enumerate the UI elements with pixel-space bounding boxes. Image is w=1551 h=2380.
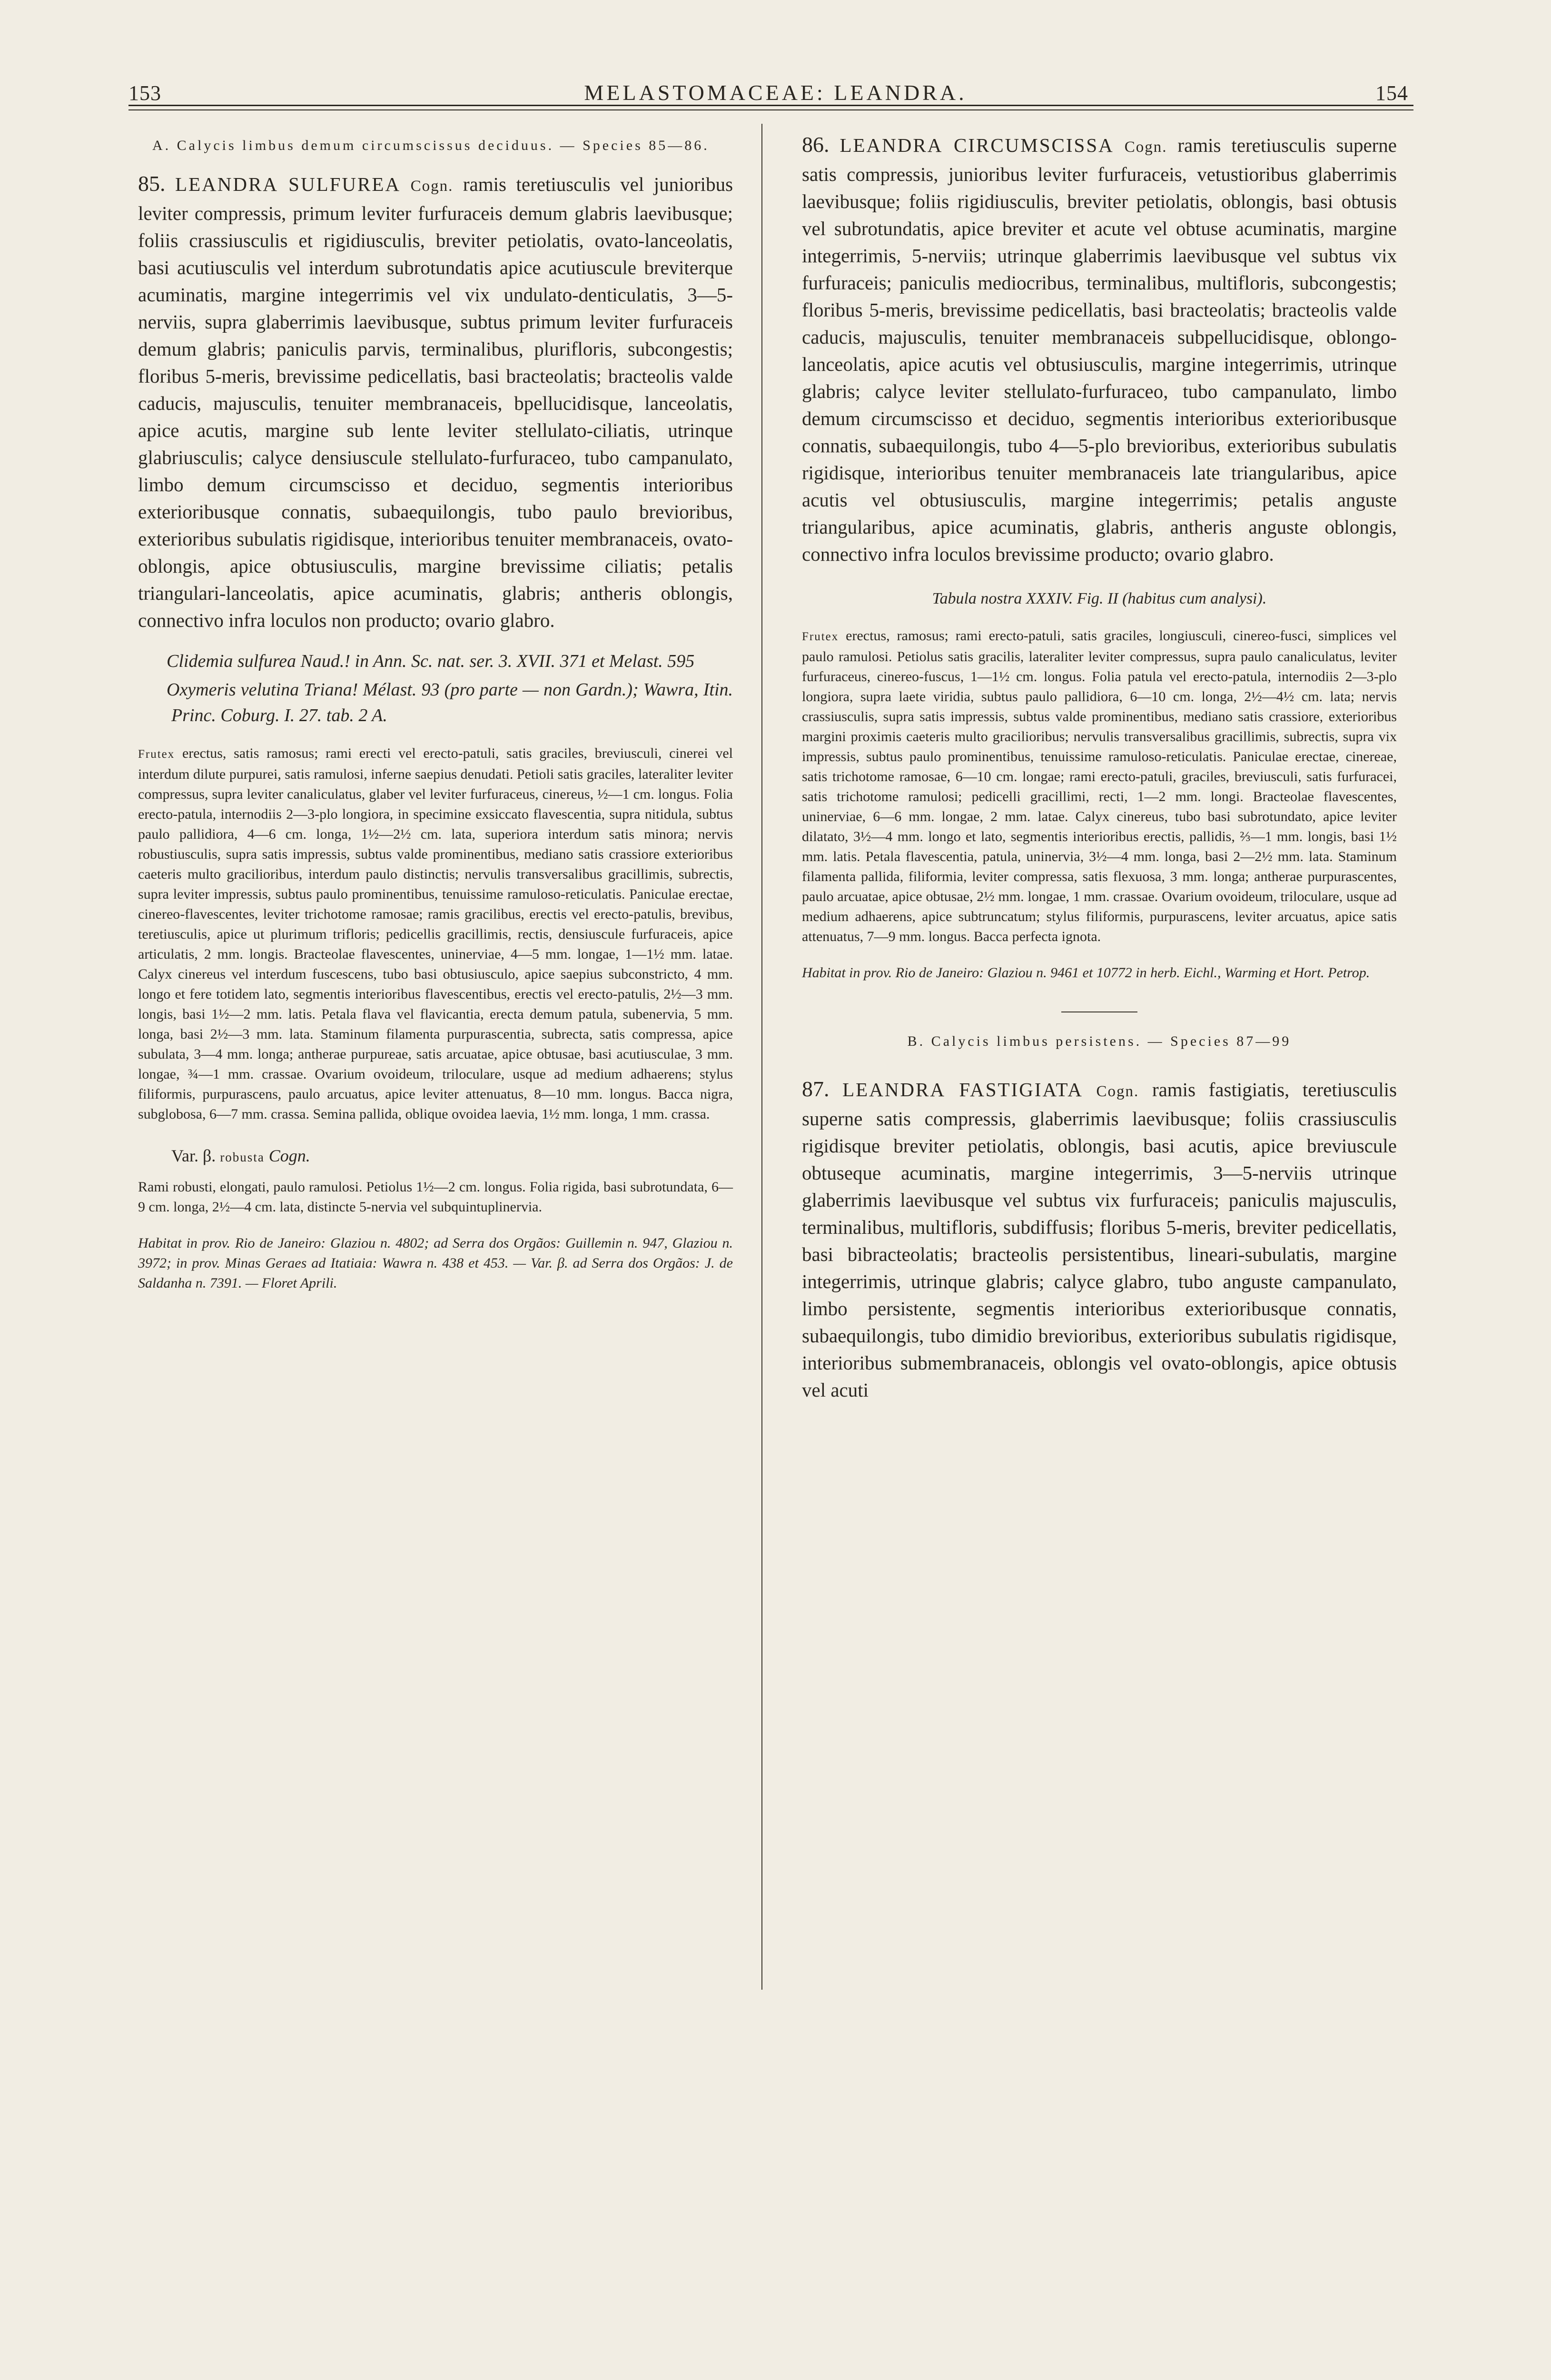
diagnosis-text: ramis teretiusculis superne satis compressis, junioribus leviter furfuraceis, vetustioribus glaberrimis laevibusque; foliis rigidiusculis, breviter petiolatis, oblongis, basi obtusis vel subrotundatis, apice breviter et acute vel obtuse acuminatis, margine integerrimis, 5-nerviis; utrinque glaberrimis laevibusque vel subtus vix furfuraceis; paniculis mediocribus, terminalibus, multifloris, subcongestis; floribus 5-meris, brevissime pedicellatis, basi bracteolatis; bracteolis valde caducis, majusculis, tenuiter membranaceis subpellucidisque, oblongo-lanceolatis, apice acutis vel obtusiusculis, margine integerrimis, utrinque glabris; calyce leviter stellulato-furfuraceo, tubo campanulato, limbo demum circumscisso et deciduo, segmentis interioribus exterioribusque connatis, subaequilongis, tubo 4—5-plo brevioribus, exterioribus subulatis rigidisque, interioribus tenuiter membranaceis late triangularibus, apice acutis vel obtusiusculis, margine integerrimis; petalis anguste triangularibus, apice acuminatis, glabris, antheris anguste oblongis, connectivo infra loculos brevissime producto; ovario glabro. <box>802 134 1397 565</box>
species-87-diagnosis <box>802 1075 1397 1404</box>
species-86-habitat: Habitat in prov. Rio de Janeiro: Glaziou n. 9461 et 10772 in herb. Eichl., Warming et Hort. Petrop. <box>802 965 1370 981</box>
section-heading-b: B. Calycis limbus persistens. — Species 87—99 <box>907 1033 1292 1049</box>
description-label: Frutex <box>138 748 175 761</box>
species-number: 87. <box>802 1077 830 1101</box>
species-85-diagnosis <box>138 170 733 634</box>
species-name: LEANDRA CIRCUMSCISSA <box>840 134 1114 156</box>
page-header <box>0 71 1551 114</box>
diagnosis-text: ramis teretiusculis vel junioribus leviter compressis, primum leviter furfuraceis demum glabris laevibusque; foliis crassiusculis et rigidiusculis, breviter petiolatis, ovato-lanceolatis, basi acutiusculis vel interdum subrotundatis apice acutiuscule breviterque acuminatis, margine integerrimis vel vix undulato-denticulatis, 3—5-nerviis, supra glaberrimis laevibusque, subtus primum leviter furfuraceis demum glabris; paniculis parvis, terminalibus, plurifloris, subcongestis; floribus 5-meris, brevissime pedicellatis, basi bracteolatis; bracteolis valde caducis, majusculis, tenuiter membranaceis, bpellucidisque, lanceolatis, apice acutis, margine sub lente leviter stellulato-ciliatis, utrinque glabriusculis; calyce densiuscule stellulato-furfuraceo, tubo campanulato, limbo demum circumscisso et deciduo, segmentis interioribus exterioribusque connatis, subaequilongis, tubo paulo brevioribus, exterioribus subulatis rigidisque, interioribus tenuiter membranaceis, ovato-oblongis, apice obtusiusculis, margine brevissime ciliatis; petalis triangulari-lanceolatis, apice acuminatis, glabris; antheris oblongis, connectivo infra loculos non producto; ovario glabro. <box>138 173 733 631</box>
section-heading-a: A. Calycis limbus demum circumscissus deciduus. — Species 85—86. <box>152 138 710 153</box>
variety-label: Var. β. <box>171 1146 216 1165</box>
description-text: erectus, ramosus; rami erecto-patuli, satis graciles, longiusculi, cinereo-fusci, simplices vel paulo ramulosi. Petiolus satis gracilis, lateraliter leviter compressus, supra paulo canaliculatus, leviter furfuraceus, cinereo-fuscus, 1—1½ cm. longus. Folia patula vel erecto-patula, internodiis 2—3-plo longiora, supra laete viridia, subtus paulo pallidiora, 6—10 cm. longa, 2½—4½ cm. lata; nervis crassiusculis, supra satis impressis, subtus valde prominentibus, mediano satis crassiore, exterioribus margini proximis caeteris multo gracilioribus; nervulis transversalibus gracillimis, subrectis, supra vix impressis, subtus paulo prominentibus, tenuissime ramuloso-reticulatis. Paniculae erectae, cinereae, satis trichotome ramosae, 6—10 cm. longae; rami erecto-patuli, graciles, breviusculi, satis furfuracei, satis trichotome ramulosi; pedicelli gracillimi, recti, 1—2 mm. longi. Bracteolae flavescentes, uninerviae, 6—6 mm. longae, 2 mm. latae. Calyx cinereus, tubo basi subrotundato, apice leviter dilatato, 3½—4 mm. longo et lato, segmentis interioribus erectis, pallidis, ⅔—1 mm. longis, basi 1½ mm. latis. Petala flavescentia, patula, uninervia, 3½—4 mm. longa, basi 2—2½ mm. lata. Staminum filamenta pallida, filiformia, leviter compressa, satis flexuosa, 3 mm. longa; antherae purpurascentes, paulo arcuatae, apice obtusae, 2½ mm. longae, 1 mm. crassae. Ovarium ovoideum, triloculare, usque ad medium adhaerens, apice subtruncatum; stylus filiformis, purpurascens, leviter arcuatus, apice satis attenuatus, 7—9 mm. longus. Bacca perfecta ignota. <box>802 628 1397 944</box>
page-number-left: 153 <box>128 81 161 105</box>
variety-name: robusta <box>220 1150 265 1164</box>
header-rule-thin <box>128 109 1413 110</box>
description-text: erectus, satis ramosus; rami erecti vel erecto-patuli, satis graciles, breviusculi, cinerei vel interdum dilute purpurei, satis ramulosi, inferne saepius denudati. Petioli satis graciles, lateraliter leviter compressus, supra leviter canaliculatus, glaber vel leviter furfuraceus, cinereus, ½—1 cm. longus. Folia erecto-patula, internodiis 2—3-plo longiora, in specimine exsiccato flavescentia, supra nitidula, subtus paulo pallidiora, 4—6 cm. longa, 1½—2½ cm. lata, superiora interdum satis minora; nervis robustiusculis, supra satis impressis, subtus valde prominentibus, mediano satis crassiore exterioribus caeteris multo gracilioribus, interdum paulo distinctis; nervulis transversalibus gracillimis, subrectis, supra leviter impressis, subtus paulo prominentibus, tenuissime ramuloso-reticulatis. Paniculae erectae, cinereo-flavescentes, leviter trichotome ramosae; ramis gracilibus, erectis vel erecto-patulis, brevibus, teretiusculis, apice ut plurimum trifloris; pedicellis gracillimis, rectis, densiuscule furfuraceis, apice articulatis, 2 mm. longis. Bracteolae flavescentes, uninerviae, 4—5 mm. longae, 1—1½ mm. latae. Calyx cinereus vel interdum fuscescens, tubo basi obtusiusculo, apice saepius subconstricto, 4 mm. longo et fere totidem lato, segmentis interioribus flavescentibus, erectis vel erecto-patulis, 2½—3 mm. longis, basi 1½—2 mm. latis. Petala flava vel flavicantia, erecta demum patula, subenervia, 5 mm. longa, basi 2½—3 mm. lata. Staminum filamenta purpurascentia, subrecta, satis compressa, apice subulata, 3—4 mm. longa; antherae purpureae, satis arcuatae, apice obtusae, basi acutiusculae, 3 mm. longae, ¾—1 mm. crassae. Ovarium ovoideum, triloculare, usque ad medium adhaerens; stylus filiformis, purpurascens, paulo arcuatus, apice leviter attenuatus, 8—10 mm. longus. Bacca nigra, subglobosa, 6—7 mm. crassa. Semina pallida, oblique ovoidea laevia, 1½ mm. longa, 1 mm. crassa. <box>138 745 733 1122</box>
column-divider <box>761 124 762 1990</box>
synonym-2: Oxymeris velutina Triana! Mélast. 93 (pro parte — non Gardn.); Wawra, Itin. Princ. Coburg. I. 27. tab. 2 A. <box>167 680 733 725</box>
species-85-description <box>138 744 733 1124</box>
right-column <box>802 126 1397 1404</box>
species-author: Cogn. <box>410 178 454 195</box>
species-number: 85. <box>138 171 166 196</box>
species-author: Cogn. <box>1096 1083 1139 1100</box>
diagnosis-text: ramis fastigiatis, teretiusculis superne satis compressis, glaberrimis laevibusque; foliis crassiusculis rigidisque breviter petiolatis, oblongis, basi acutis, apice breviuscule obtuseque acuminatis, margine integerrimis, 3—5-nerviis utrinque glaberrimis laevibusque vel subtus vix furfuraceis; paniculis majusculis, terminalibus, multifloris, subdiffusis; floribus 5-meris, breviter pedicellatis, basi bibracteolatis; bracteolis persistentibus, lineari-subulatis, margine integerrimis, utrinque glabris; calyce glabro, tubo anguste campanulato, limbo persistente, segmentis interioribus exterioribusque connatis, subaequilongis, tubo dimidio brevioribus, exterioribus subulatis rigidisque, interioribus submembranaceis, oblongis vel ovato-oblongis, apice obtusis vel acuti <box>802 1079 1397 1401</box>
species-86-diagnosis <box>802 131 1397 568</box>
left-column <box>138 126 733 1293</box>
species-number: 86. <box>802 132 830 157</box>
description-label: Frutex <box>802 630 839 643</box>
variety-heading <box>138 1143 733 1170</box>
variety-author: Cogn. <box>268 1146 310 1165</box>
species-author: Cogn. <box>1124 139 1167 156</box>
synonym-1: Clidemia sulfurea Naud.! in Ann. Sc. nat. ser. 3. XVII. 371 et Melast. 595 <box>167 651 695 671</box>
species-name: LEANDRA FASTIGIATA <box>842 1079 1083 1101</box>
species-name: LEANDRA SULFUREA <box>175 173 401 195</box>
running-title: MELASTOMACEAE: LEANDRA. <box>584 80 967 105</box>
variety-description: Rami robusti, elongati, paulo ramulosi. Petiolus 1½—2 cm. longus. Folia rigida, basi subrotundata, 6—9 cm. longa, 2½—4 cm. lata, distincte 5-nervia vel subquintuplinervia. <box>138 1179 733 1215</box>
figure-reference: Tabula nostra XXXIV. Fig. II (habitus cum analysi). <box>932 590 1267 607</box>
header-rule <box>128 105 1413 106</box>
species-85-habitat: Habitat in prov. Rio de Janeiro: Glaziou n. 4802; ad Serra dos Orgãos: Guillemin n. 947, Glaziou n. 3972; in prov. Minas Geraes ad Itatiaia: Wawra n. 438 et 453. — Var. β. ad Serra dos Orgãos: J. de Saldanha n. 7391. — Floret Aprili. <box>138 1235 733 1291</box>
species-86-description <box>802 626 1397 947</box>
page-number-right: 154 <box>1375 81 1408 105</box>
